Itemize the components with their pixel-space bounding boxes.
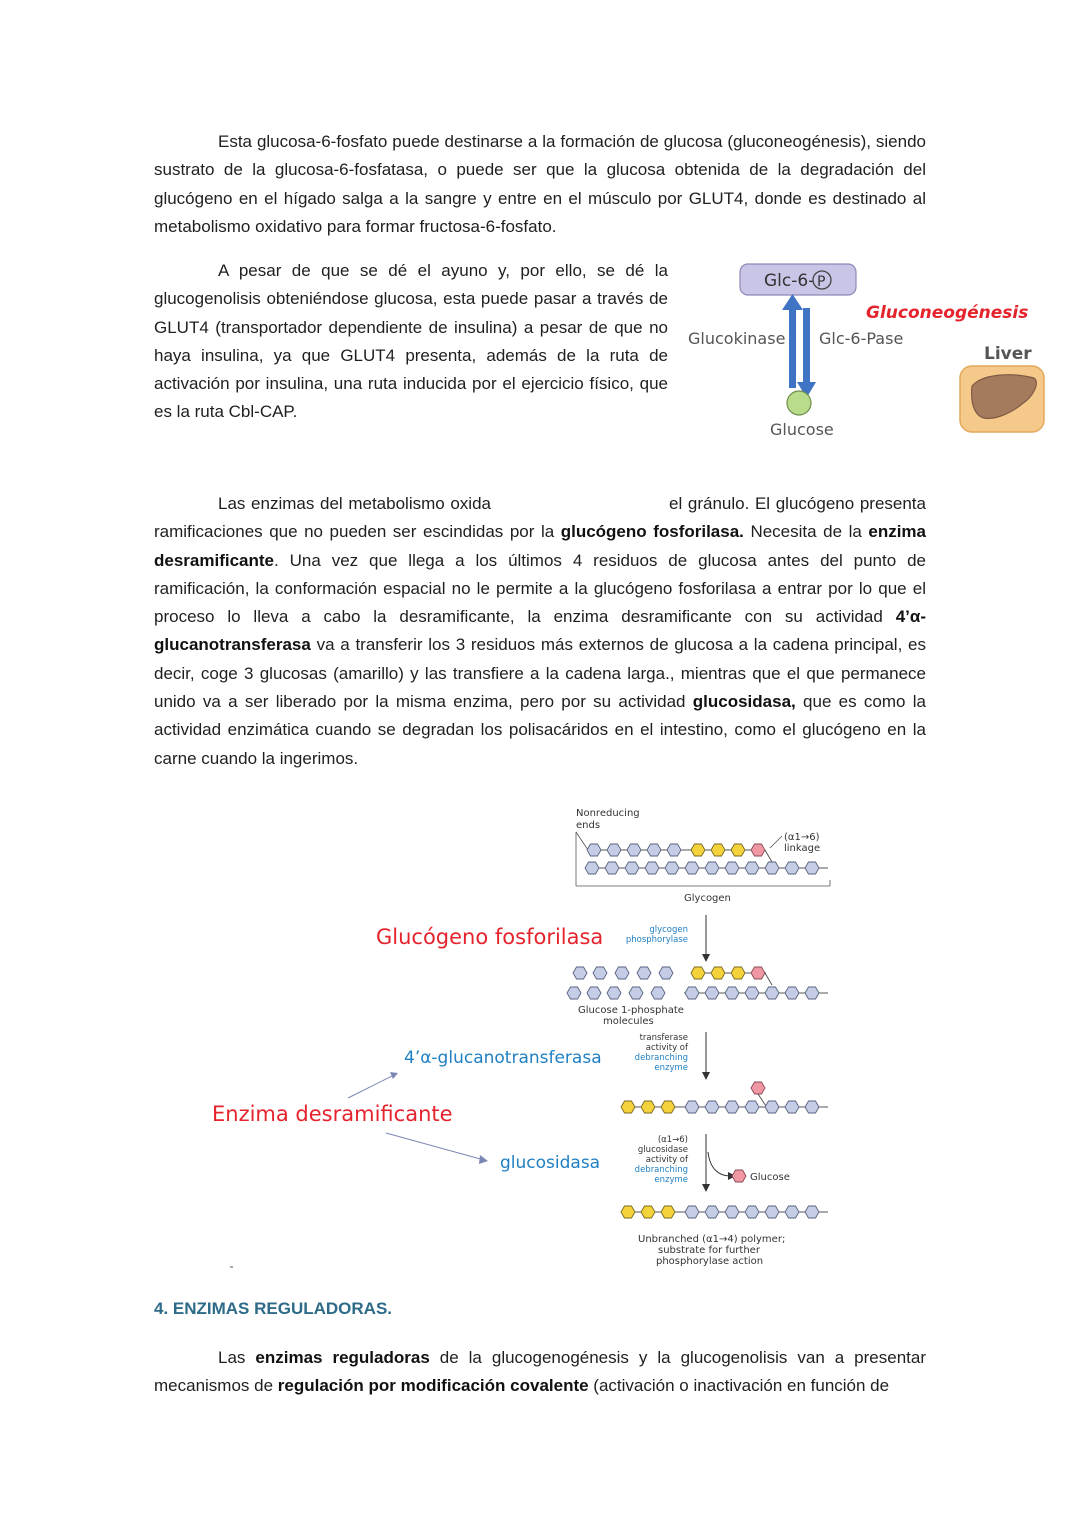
section-heading-enzimas-reguladoras: 4. ENZIMAS REGULADORAS. (154, 1299, 393, 1318)
transferase-label-3: debranching (634, 1053, 688, 1063)
gluconeogenesis-annotation: Gluconeogénesis (866, 303, 1029, 323)
paragraph-glut4: A pesar de que se dé el ayuno y, por ello, se dé la glucogenolisis obteniéndose glucosa, esta puede pasar a través de GLUT4 (transportador dependiente de insulina) a pesar de que no haya insulina, ya que GLUT4 presenta, además de la ruta de activación por insulina, una ruta inducida por el ejercicio físico, que es la ruta Cbl-CAP. (154, 261, 668, 422)
glc-6-pase-label: Glc-6-Pase (819, 329, 904, 348)
transferred-chain (621, 1082, 828, 1113)
paragraph-glucose-6-phosphate: Esta glucosa-6-fosfato puede destinarse a la formación de glucosa (gluconeogénesis), siendo sustrato de la glucosa-6-fosfatasa, o puede ser que la glucosa obtenida de la degradación del glucógeno en el hígado salga a la sangre y entre en el músculo por GLUT4, donde es destinado al metabolismo oxidativo para formar fructosa-6-fosfato. (154, 132, 926, 236)
glucose-released-label: Glucose (750, 1172, 790, 1183)
unbranched-chain (621, 1206, 828, 1218)
liver-glucose-figure (682, 258, 1054, 444)
glycogen-chain-main (585, 862, 828, 874)
unbranched-label-3: phosphorylase action (656, 1256, 764, 1267)
phosphorylase-label-1: glycogen (649, 925, 688, 935)
transferase-label-2: activity of (645, 1043, 688, 1053)
nonreducing-label: Nonreducing (576, 808, 640, 819)
glucosidase-label-1: (α1→6) (657, 1135, 688, 1145)
arrow-down-icon (702, 1184, 710, 1192)
glc-6-p-label: Glc-6- (764, 271, 815, 291)
glucokinase-label: Glucokinase (688, 329, 786, 348)
released-glucose-icon (732, 1170, 746, 1182)
arrow-down-icon (702, 954, 710, 962)
linkage-label-1: (α1→6) (784, 832, 820, 843)
annotation-glucanotransferasa: 4’α-glucanotransferasa (404, 1048, 602, 1068)
transferase-label-1: transferase (639, 1033, 688, 1043)
annotation-glucogeno-fosforilasa: Glucógeno fosforilasa (376, 925, 604, 949)
paragraph-regulatory-enzymes: Las enzimas reguladoras de la glucogenogénesis y la glucogenolisis van a presentar mecanismos de regulación por modificación covalente (activación o inactivación en función de (154, 1348, 927, 1396)
glycogen-label: Glycogen (684, 893, 731, 904)
unbranched-label-1: Unbranched (α1→4) polymer; (638, 1234, 786, 1245)
shortened-chain (684, 967, 828, 999)
transferase-label-4: enzyme (654, 1063, 688, 1073)
ends-label: ends (576, 820, 601, 831)
glycogen-degradation-figure (200, 800, 860, 1275)
glucosidase-label-5: enzyme (654, 1175, 688, 1185)
paragraph-debranching: Las enzimas del metabolismo oxida el gránulo. El glucógeno presenta ramificaciones que no pueden ser escindidas por la glucógeno fosforilasa. Necesita de la enzima desramificante. Una vez que llega a los últimos 4 residuos de glucosa antes del punto de ramificación, la conformación espacial no le permite a la glucógeno fosforilasa a entrar por lo que el proceso lo lleva a cabo la desramificante, la enzima desramificante con su actividad 4’α-glucanotransferasa va a transferir los 3 residuos más externos de glucosa a la cadena principal, es decir, coge 3 glucosas (amarillo) y las transfiere a la cadena larga., mientras que el que permanece unido va a ser liberado por la misma enzima, pero por su actividad glucosidasa, que es como la actividad enzimática cuando se degradan los polisacáridos en el intestino, como el glucógeno en la carne cuando la ingerimos. (154, 494, 926, 768)
glycogen-chain-top (587, 844, 772, 862)
glucose-label: Glucose (770, 420, 834, 439)
glucose-1-phosphate-molecules (567, 967, 673, 999)
annotation-enzima-desramificante: Enzima desramificante (212, 1102, 453, 1126)
glucosidase-label-3: activity of (645, 1155, 688, 1165)
unbranched-label-2: substrate for further (658, 1245, 760, 1256)
phosphorylase-label-2: phosphorylase (625, 935, 688, 945)
glucosidase-label-2: glucosidase (637, 1145, 688, 1155)
glucose-1-phosphate-label: Glucose 1-phosphate (578, 1005, 684, 1016)
linkage-label-2: linkage (784, 843, 821, 854)
phosphate-letter: P (817, 274, 826, 290)
molecules-label: molecules (603, 1016, 654, 1027)
liver-label: Liver (984, 344, 1032, 364)
arrow-down-icon (702, 1072, 710, 1080)
glucosidase-label-4: debranching (634, 1165, 688, 1175)
annotation-glucosidasa: glucosidasa (500, 1153, 601, 1173)
glucose-circle-icon (787, 391, 811, 415)
